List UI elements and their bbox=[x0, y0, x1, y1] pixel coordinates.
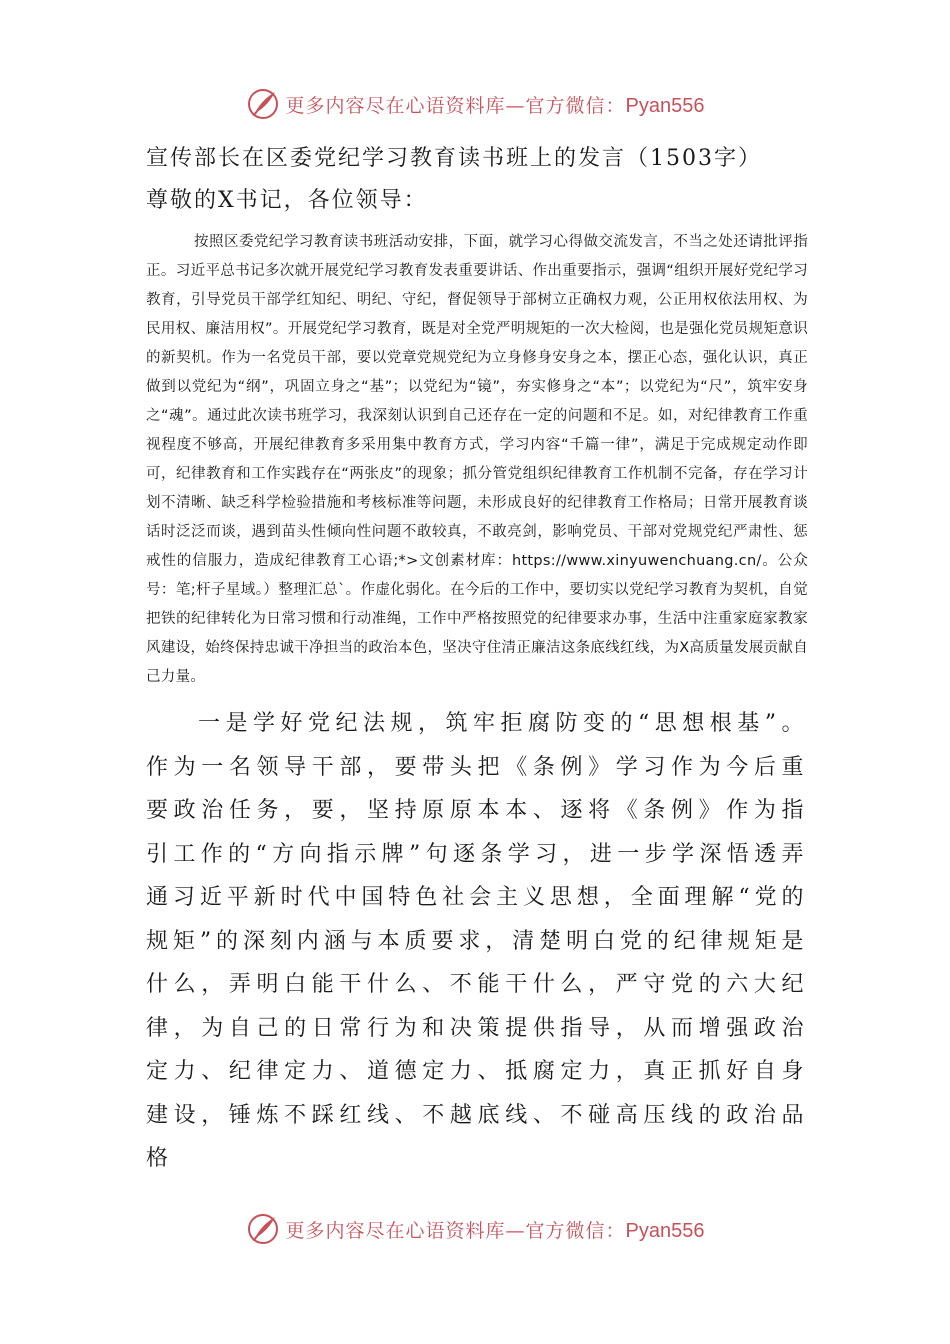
watermark-text: 更多内容尽在心语资料库—官方微信：Pyan556 bbox=[285, 94, 705, 117]
document-title: 宣传部长在区委党纪学习教育读书班上的发言（1503字） bbox=[146, 146, 762, 171]
watermark-banner-top bbox=[0, 84, 950, 124]
quill-pen-icon bbox=[246, 1212, 280, 1246]
watermark-banner-bottom bbox=[0, 1209, 950, 1249]
quill-pen-icon bbox=[246, 87, 280, 121]
document-body bbox=[146, 140, 808, 1181]
watermark-wechat-id: Pyan556 bbox=[625, 94, 705, 117]
watermark-text: 更多内容尽在心语资料库—官方微信：Pyan556 bbox=[285, 1219, 705, 1242]
body-paragraph-intro: 按照区委党纪学习教育读书班活动安排，下面，就学习心得做交流发言，不当之处还请批评指正。习近平总书记多次就开展党纪学习教育发表重要讲话、作出重要指示，强调“组织开展好党纪学习教育，引导党员干部学红知纪、明纪、守纪，督促领导于部树立正确权力观，公正用权依法用权、为民用权、廉洁用权”。开展党纪学习教育，既是对全党严明规矩的一次大检阅，也是强化党员规矩意识的新契机。作为一名党员干部，要以党章党规党纪为立身修身安身之本，摆正心态，强化认识，真正做到以党纪为“纲”，巩固立身之“基”；以党纪为“镜”，夯实修身之“本”；以党纪为“尺”，筑牢安身之“魂”。通过此次读书班学习，我深刻认识到自己还存在一定的问题和不足。如，对纪律教育工作重视程度不够高，开展纪律教育多采用集中教育方式，学习内容“千篇一律”，满足于完成规定动作即可，纪律教育和工作实践存在“两张皮”的现象；抓分管党组织纪律教育工作机制不完备，存在学习计划不清晰、缺乏科学检验措施和考核标准等问题，未形成良好的纪律教育工作格局；日常开展教育谈话时泛泛而谈，遇到苗头性倾向性问题不敢较真，不敢亮剑，影响党员、干部对党规党纪严肃性、惩戒性的信服力，造成纪律教育工心语;*>文创素材库：https://www.xinyuwenchuang.cn/。公众号：笔;杆子星域。）整理汇总`。作虚化弱化。在今后的工作中，要切实以党纪学习教育为契机，自觉把铁的纪律转化为日常习惯和行动准绳，工作中严格按照党的纪律要求办事，生活中注重家庭家教家风建设，始终保持忠诚干净担当的政治本色，坚决守住清正廉洁这条底线红线，为X高质量发展贡献自己力量。 bbox=[146, 234, 808, 685]
salutation: 尊敬的X书记，各位领导： bbox=[146, 188, 428, 213]
body-paragraph-point-one: 一是学好党纪法规，筑牢拒腐防变的“思想根基”。作为一名领导干部，要带头把《条例》学习作为今后重要政治任务，要，坚持原原本本、逐将《条例》作为指引工作的“方向指示牌”句逐条学习，进一步学深悟透弄通习近平新时代中国特色社会主义思想，全面理解“党的规矩”的深刻内涵与本质要求，清楚明白党的纪律规矩是什么，弄明白能干什么、不能干什么，严守党的六大纪律，为自己的日常行为和决策提供指导，从而增强政治定力、纪律定力、道德定力、抵腐定力，真正抓好自身建设，锤炼不踩红线、不越底线、不碰高压线的政治品格 bbox=[146, 711, 808, 1171]
watermark-wechat-id: Pyan556 bbox=[625, 1219, 705, 1242]
